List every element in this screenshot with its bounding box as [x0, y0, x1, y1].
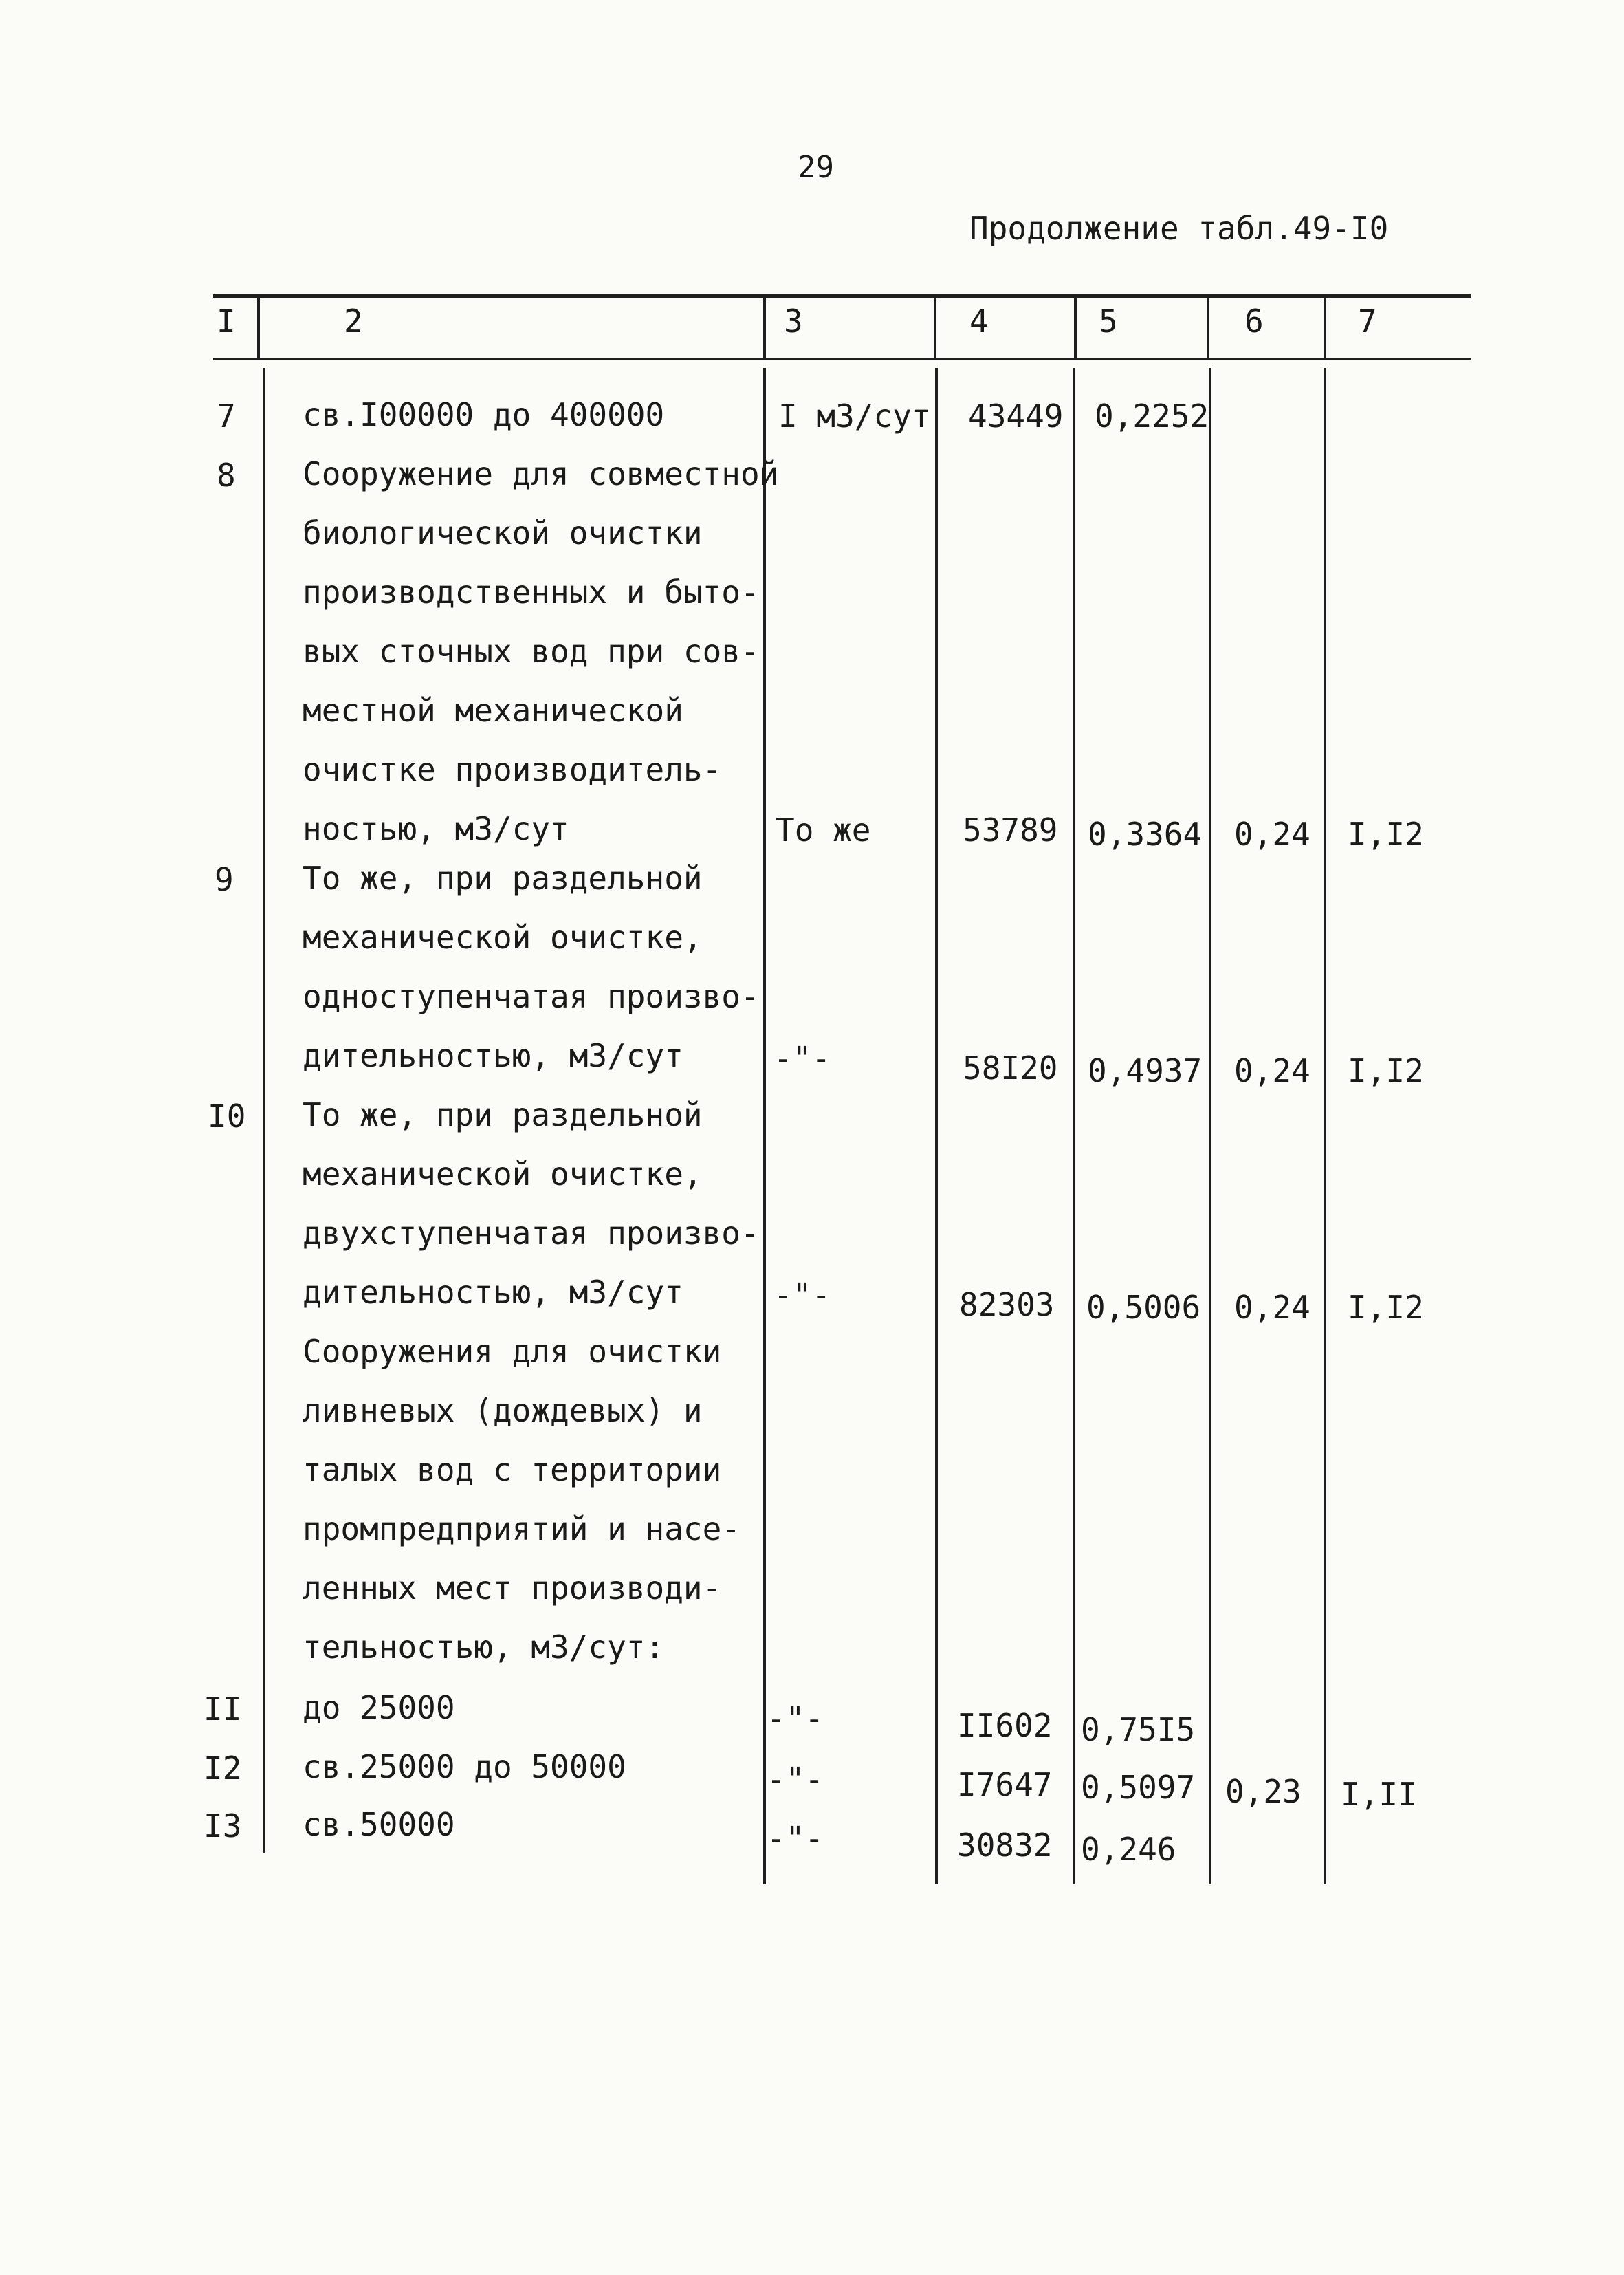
- unit-cell: I м3/сут: [778, 398, 931, 435]
- row-description: вых сточных вод при сов-: [303, 633, 760, 670]
- column-line: [263, 368, 265, 1853]
- row-description: ностью, м3/сут: [303, 810, 569, 847]
- row-description: дительностью, м3/сут: [303, 1274, 683, 1311]
- value-cell: 82303: [959, 1286, 1055, 1323]
- value-cell: 30832: [957, 1827, 1053, 1864]
- unit-cell: -"-: [767, 1820, 824, 1857]
- row-description: св.50000: [303, 1806, 455, 1843]
- value-cell: II602: [957, 1707, 1053, 1744]
- value-cell: 43449: [968, 398, 1064, 435]
- header-col-6: 6: [1244, 303, 1264, 340]
- table-caption: Продолжение табл.49-I0: [969, 210, 1389, 247]
- section-description: ленных мест производи-: [303, 1569, 722, 1607]
- unit-cell: -"-: [773, 1040, 831, 1077]
- section-description: тельностью, м3/сут:: [303, 1629, 665, 1666]
- value-cell: I,I2: [1348, 816, 1424, 853]
- value-cell: I,I2: [1348, 1289, 1424, 1326]
- row-number: 9: [215, 861, 234, 898]
- column-line: [935, 368, 938, 1884]
- row-description: очистке производитель-: [303, 751, 722, 788]
- row-description: двухступенчатая произво-: [303, 1215, 760, 1252]
- row-description: производственных и быто-: [303, 574, 760, 611]
- header-col-3: 3: [784, 303, 803, 340]
- row-number: 8: [217, 457, 236, 494]
- unit-cell: То же: [776, 812, 871, 849]
- column-line: [1073, 368, 1075, 1884]
- header-divider: [1207, 297, 1209, 359]
- section-description: ливневых (дождевых) и: [303, 1392, 703, 1429]
- section-description: Сооружения для очистки: [303, 1333, 722, 1370]
- value-cell: 0,23: [1225, 1773, 1302, 1810]
- value-cell: 0,75I5: [1081, 1711, 1196, 1748]
- header-col-4: 4: [969, 303, 989, 340]
- column-line: [1324, 368, 1326, 1884]
- row-description: Сооружение для совместной: [303, 455, 779, 492]
- row-description: То же, при раздельной: [303, 860, 703, 897]
- value-cell: 0,2252: [1095, 398, 1209, 435]
- value-cell: 0,24: [1234, 1289, 1310, 1326]
- row-description: механической очистке,: [303, 1155, 703, 1193]
- row-number: II: [204, 1690, 242, 1728]
- header-divider: [763, 297, 766, 359]
- row-description: до 25000: [303, 1689, 455, 1726]
- row-description: механической очистке,: [303, 919, 703, 956]
- value-cell: 0,24: [1234, 1052, 1310, 1089]
- column-line: [763, 368, 766, 1884]
- value-cell: 0,5006: [1086, 1289, 1201, 1326]
- row-description: То же, при раздельной: [303, 1096, 703, 1133]
- value-cell: 0,4937: [1088, 1052, 1203, 1089]
- header-divider: [934, 297, 936, 359]
- row-number: I3: [204, 1807, 242, 1844]
- header-divider: [1074, 297, 1077, 359]
- unit-cell: -"-: [767, 1700, 824, 1737]
- row-description: св.25000 до 50000: [303, 1748, 626, 1785]
- header-col-2: 2: [344, 303, 363, 340]
- value-cell: 0,3364: [1088, 816, 1203, 853]
- value-cell: I,II: [1341, 1776, 1417, 1813]
- value-cell: 0,246: [1081, 1831, 1176, 1868]
- value-cell: 53789: [963, 812, 1058, 849]
- header-col-7: 7: [1358, 303, 1377, 340]
- unit-cell: -"-: [767, 1761, 824, 1798]
- header-divider: [257, 297, 260, 359]
- value-cell: 0,24: [1234, 816, 1310, 853]
- table-header-rule: [213, 358, 1471, 360]
- section-description: талых вод с территории: [303, 1451, 722, 1488]
- value-cell: 58I20: [963, 1049, 1058, 1087]
- header-col-1: I: [217, 303, 236, 340]
- row-description: местной механической: [303, 692, 683, 729]
- row-number: 7: [217, 398, 236, 435]
- row-description: дительностью, м3/сут: [303, 1037, 683, 1074]
- row-number: I2: [204, 1750, 242, 1787]
- header-divider: [1324, 297, 1326, 359]
- row-number: I0: [208, 1098, 246, 1135]
- table-top-rule: [213, 294, 1471, 298]
- section-description: промпредприятий и насе-: [303, 1510, 740, 1547]
- value-cell: I,I2: [1348, 1052, 1424, 1089]
- page-number: 29: [798, 150, 834, 185]
- column-line: [1209, 368, 1211, 1884]
- value-cell: I7647: [957, 1766, 1053, 1803]
- header-col-5: 5: [1099, 303, 1118, 340]
- row-description: св.I00000 до 400000: [303, 396, 665, 433]
- row-description: биологической очистки: [303, 514, 703, 552]
- value-cell: 0,5097: [1081, 1769, 1196, 1806]
- unit-cell: -"-: [773, 1276, 831, 1314]
- row-description: одноступенчатая произво-: [303, 978, 760, 1015]
